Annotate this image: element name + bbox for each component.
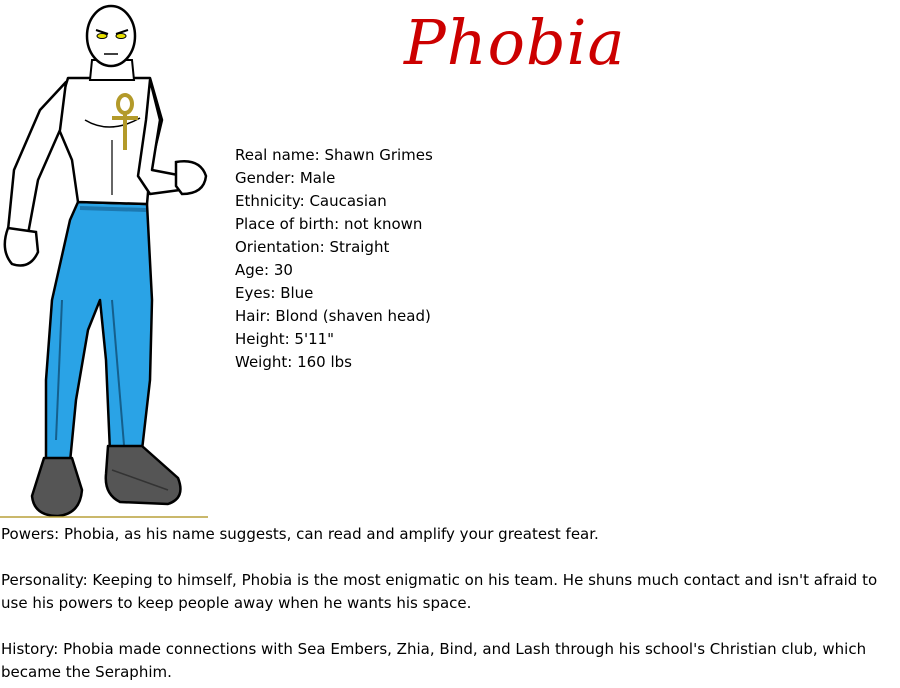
- stat-height: Height: 5'11": [235, 330, 335, 348]
- stat-ethnicity: Ethnicity: Caucasian: [235, 192, 387, 210]
- powers-paragraph: Powers: Phobia, as his name suggests, can read and amplify your greatest fear.: [1, 525, 599, 543]
- personality-paragraph: Personality: Keeping to himself, Phobia is the most enigmatic on his team. He shuns much contact and isn't afraid to use his powers to keep people away when he wants his space.: [1, 571, 878, 612]
- history-paragraph: History: Phobia made connections with Sea Embers, Zhia, Bind, and Lash through his school's Christian club, which became the Seraphim.: [1, 640, 867, 681]
- eye-left: [97, 34, 107, 39]
- pants: [46, 202, 152, 462]
- character-illustration: [0, 0, 215, 520]
- right-shoe: [106, 446, 181, 504]
- stat-real-name: Real name: Shawn Grimes: [235, 146, 433, 164]
- stat-gender: Gender: Male: [235, 169, 336, 187]
- stat-weight: Weight: 160 lbs: [235, 353, 352, 371]
- stat-hair: Hair: Blond (shaven head): [235, 307, 431, 325]
- left-arm: [8, 82, 66, 234]
- head: [87, 6, 135, 66]
- character-stats: [235, 144, 433, 374]
- eye-right: [116, 34, 126, 39]
- stat-place-of-birth: Place of birth: not known: [235, 215, 423, 233]
- stat-eyes: Eyes: Blue: [235, 284, 314, 302]
- page-title: Phobia: [404, 6, 626, 79]
- left-shoe: [32, 458, 82, 516]
- stat-age: Age: 30: [235, 261, 293, 279]
- stat-orientation: Orientation: Straight: [235, 238, 390, 256]
